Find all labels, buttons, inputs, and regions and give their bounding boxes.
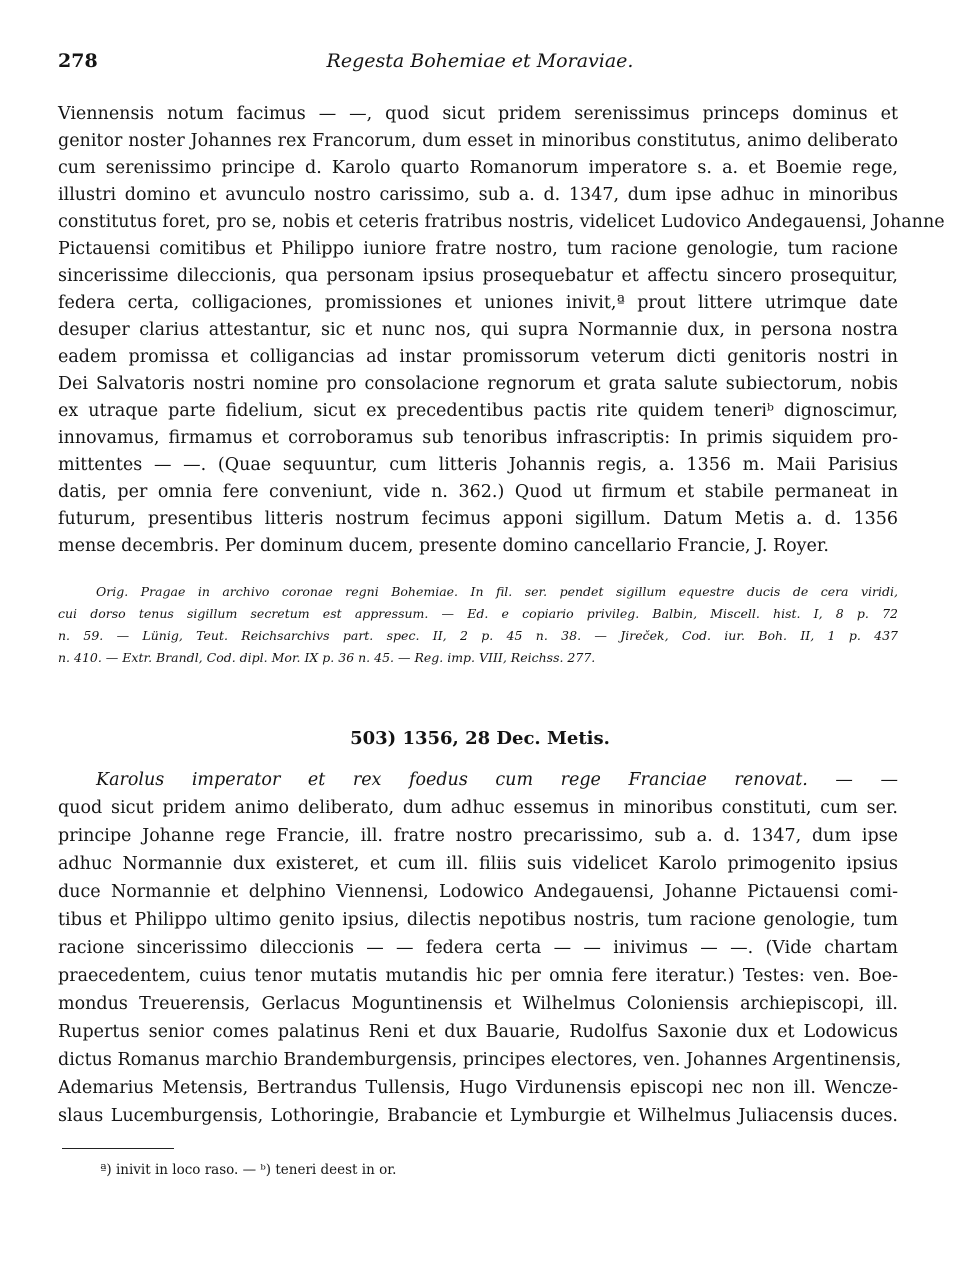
- text-line: adhuc Normannie dux existeret, et cum ill. filiis suis videlicet Karolo primogenito ipsius: [58, 854, 898, 874]
- page-header: [58, 50, 902, 80]
- text-line: Ademarius Metensis, Bertrandus Tullensis, Hugo Virdunensis episcopi nec non ill. Wencze-: [58, 1078, 898, 1098]
- text-line: Pictauensi comitibus et Philippo iuniore fratre nostro, tum racione genologie, tum racione: [58, 239, 898, 259]
- footnote-rule: [62, 1148, 174, 1149]
- text-line: datis, per omnia fere conveniunt, vide n. 362.) Quod ut firmum et stabile permaneat in: [58, 482, 898, 502]
- note-line: n. 410. — Extr. Brandl, Cod. dipl. Mor. IX p. 36 n. 45. — Reg. imp. VIII, Reichss. 277.: [58, 650, 596, 665]
- text-line: praecedentem, cuius tenor mutatis mutandis hic per omnia fere iteratur.) Testes: ven. Boe-: [58, 966, 898, 986]
- text-line: genitor noster Johannes rex Francorum, dum esset in minoribus constitutus, animo deliberato: [58, 131, 898, 151]
- text-line: Rupertus senior comes palatinus Reni et dux Bauarie, Rudolfus Saxonie dux et Lodowicus: [58, 1022, 898, 1042]
- text-line: mittentes — —. (Quae sequuntur, cum litteris Johannis regis, a. 1356 m. Maii Parisius: [58, 455, 898, 475]
- text-line: sincerissime dileccionis, qua personam ipsius prosequebatur et affectu sincero prosequitur,: [58, 266, 898, 286]
- text-line: duce Normannie et delphino Viennensi, Lodowico Andegauensi, Johanne Pictauensi comi-: [58, 882, 898, 902]
- text-line: desuper clarius attestantur, sic et nunc nos, qui supra Normannie dux, in persona nostra: [58, 320, 898, 340]
- text-line: constitutus foret, pro se, nobis et ceteris fratribus nostris, videlicet Ludovico Andegauensi, Johanne: [58, 212, 945, 232]
- text-line: slaus Lucemburgensis, Lothoringie, Brabancie et Lymburgie et Wilhelmus Juliacensis duces.: [58, 1106, 898, 1126]
- text-line: principe Johanne rege Francie, ill. fratre nostro precarissimo, sub a. d. 1347, dum ipse: [58, 826, 898, 846]
- text-line: innovamus, firmamus et corroboramus sub tenoribus infrascriptis: In primis siquidem pro-: [58, 428, 898, 448]
- note-line: n. 59. — Lünig, Teut. Reichsarchivs part. spec. II, 2 p. 45 n. 38. — Jireček, Cod. iur. Boh. II, 1 p. 437: [58, 628, 898, 643]
- text-line: Viennensis notum facimus — —, quod sicut pridem serenissimus princeps dominus et: [58, 104, 898, 124]
- text-line: illustri domino et avunculo nostro carissimo, sub a. d. 1347, dum ipse adhuc in minoribus: [58, 185, 898, 205]
- text-line: eadem promissa et colligancias ad instar promissorum veterum dicti genitoris nostri in: [58, 347, 898, 367]
- note-line: cui dorso tenus sigillum secretum est appressum. — Ed. e copiario privileg. Balbin, Miscell. hist. I, 8 p. 72: [58, 606, 898, 621]
- text-line: cum serenissimo principe d. Karolo quarto Romanorum imperatore s. a. et Boemie rege,: [58, 158, 898, 178]
- text-line: tibus et Philippo ultimo genito ipsius, dilectis nepotibus nostris, tum racione genologie, tum: [58, 910, 898, 930]
- entry-heading: 503) 1356, 28 Dec. Metis.: [350, 728, 610, 749]
- text-line: ex utraque parte fidelium, sicut ex precedentibus pactis rite quidem teneriᵇ dignoscimur,: [58, 401, 898, 421]
- text-line: mondus Treuerensis, Gerlacus Moguntinensis et Wilhelmus Coloniensis archiepiscopi, ill.: [58, 994, 898, 1014]
- text-line: Karolus imperator et rex foedus cum rege Franciae renovat. — —: [96, 770, 898, 790]
- running-title: Regesta Bohemiae et Moraviae.: [326, 50, 634, 72]
- text-line: quod sicut pridem animo deliberato, dum adhuc essemus in minoribus constituti, cum ser.: [58, 798, 898, 818]
- page-number: 278: [58, 50, 98, 72]
- text-line: federa certa, colligaciones, promissiones et uniones inivit,ª prout littere utrimque date: [58, 293, 898, 313]
- text-line: racione sincerissimo dileccionis — — federa certa — — inivimus — —. (Vide chartam: [58, 938, 898, 958]
- text-line: dictus Romanus marchio Brandemburgensis, principes electores, ven. Johannes Argentinensis,: [58, 1050, 902, 1070]
- footnote: ª) inivit in loco raso. — ᵇ) teneri deest in or.: [100, 1162, 397, 1178]
- text-line: futurum, presentibus litteris nostrum fecimus apponi sigillum. Datum Metis a. d. 1356: [58, 509, 898, 529]
- note-line: Orig. Pragae in archivo coronae regni Bohemiae. In fil. ser. pendet sigillum equestre ducis de cera viridi,: [96, 584, 898, 599]
- text-line: Dei Salvatoris nostri nomine pro consolacione regnorum et grata salute subiectorum, nobis: [58, 374, 898, 394]
- text-line: mense decembris. Per dominum ducem, presente domino cancellario Francie, J. Royer.: [58, 536, 829, 556]
